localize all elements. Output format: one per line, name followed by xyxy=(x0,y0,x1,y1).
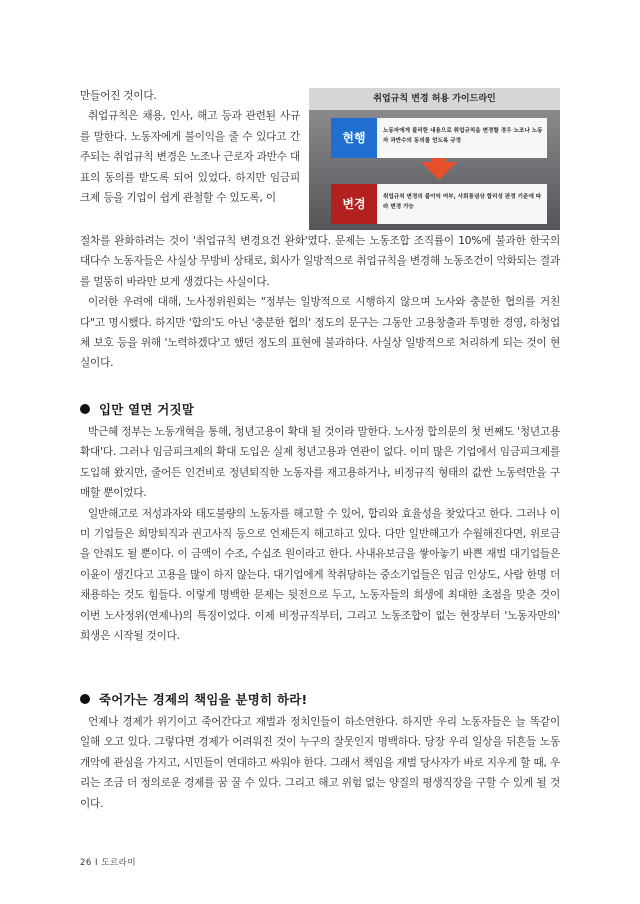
section-heading-economy xyxy=(80,690,307,708)
figure-current-box xyxy=(331,118,547,158)
figure-change-box xyxy=(331,184,547,224)
paragraph-general-dismissal: 일반해고로 저성과자와 태도불량의 노동자를 해고할 수 있어, 합리와 효율성을 찾았다고 한다. 그러나 이미 기업들은 희망퇴직과 권고사직 등으로 언제든지 해고하고 있다. 다만 일반해고가 수월해진다면, 위로금을 안줘도 될 뿐이다. 이 금액이 수조, 수십조 원이라고 한다. 사내유보금을 쌓아놓기 바쁜 재벌 대기업들은 이윤이 생긴다고 고용을 많이 하지 않는다. 대기업에게 착취당하는 중소기업들은 임금 인상도, 사람 한명 더 채용하는 것도 힘들다. 이렇게 명백한 문제는 뒷전으로 두고, 노동자들의 희생에 최대한 초점을 맞춘 것이 이번 노사정위(연제나)의 특징이었다. 이제 비정규직부터, 그리고 노동조합이 없는 현장부터 '노동자만의' 희생은 시작될 것이다. xyxy=(80,507,560,643)
bullet-icon xyxy=(80,694,90,704)
down-arrow-icon xyxy=(421,162,457,180)
paragraph-youth-employment: 박근혜 정부는 노동개혁을 통해, 청년고용이 확대 될 것이라 말한다. 노사정 합의문의 첫 번째도 '청년고용확대'다. 그러나 임금피크제의 확대 도입은 실제 청년고용과 연관이 없다. 이미 많은 기업에서 임금피크제를 도입해 왔지만, 줄어든 인건비로 정년퇴직한 노동자를 재고용하거나, 비정규직 형태의 값싼 노동력만을 구매할 뿐이었다. xyxy=(80,426,560,500)
section-lies-body xyxy=(80,422,560,646)
paragraph-fragment: 만들어진 것이다. xyxy=(80,90,157,102)
current-text: 노동자에게 불리한 내용으로 취업규칙을 변경할 경우 노조나 노동자 과반수의 동의를 얻도록 규정 xyxy=(383,128,543,144)
change-text: 취업규칙 변경의 불이익 여부, 사회통념상 합리성 판정 기준에 따라 변경 가능 xyxy=(383,194,542,210)
page-footer: 26 I 도르라미 xyxy=(80,858,137,868)
section-heading-lies xyxy=(80,400,194,418)
paragraph-economy-responsibility: 언제나 경제가 위기이고 죽어간다고 재벌과 정치인들이 하소연한다. 하지만 우리 노동자들은 늘 똑같이 일해 오고 있다. 그렇다면 경제가 어려워진 것이 누구의 잘못인지 명백하다. 당장 우리 일상을 뒤흔들 노동개악에 관심을 가지고, 시민들이 연대하고 싸워야 한다. 그래서 책임을 재벌 당사자가 바로 지우게 할 때, 우리는 조금 더 정의로운 경제를 꿈 꿀 수 있다. 그리고 해고 위험 없는 양질의 평생직장을 구할 수 있게 될 것이다. xyxy=(80,716,560,810)
left-column-text xyxy=(80,86,300,208)
section-heading-text: 입만 열면 거짓말 xyxy=(99,402,195,417)
section-heading-text: 죽어가는 경제의 책임을 분명히 하라! xyxy=(99,692,308,707)
paragraph-continued: 절차를 완화하려는 것이 '취업규칙 변경요건 완화'였다. 문제는 노동조합 조직률이 10%에 불과한 한국의 대다수 노동자들은 사실상 무방비 상태로, 회사가 일방적으로 취업규칙을 변경해 노동조건이 악화되는 결과를 멀뚱히 바라만 보게 생겼다는 사실이다. xyxy=(80,235,560,288)
paragraph-concern: 이러한 우려에 대해, 노사정위원회는 "정부는 일방적으로 시행하지 않으며 노사와 충분한 협의를 거친다"고 명시했다. 하지만 '합의'도 아닌 '충분한 협의' 정도의 문구는 그동안 고용창출과 투명한 경영, 하청업체 보호 등을 위해 '노력하겠다'고 했던 정도의 표현에 불과하다. 사실상 일방적으로 처리하게 되는 것이 현실이다. xyxy=(80,296,560,370)
current-tag: 현행 xyxy=(331,118,377,158)
paragraph-rules-definition: 취업규칙은 채용, 인사, 해고 등과 관련된 사규를 말한다. 노동자에게 불이익을 줄 수 있다고 간주되는 취업규칙 변경은 노조나 근로자 과반수 대표의 동의를 받도록 되어 있었다. 하지만 임금피크제 등을 기업이 쉽게 관철할 수 있도록, 이 xyxy=(80,110,300,205)
guideline-figure xyxy=(309,88,560,230)
bullet-icon xyxy=(80,404,90,414)
continued-text xyxy=(80,231,560,374)
section-economy-body xyxy=(80,712,560,814)
change-tag: 변경 xyxy=(331,184,377,224)
figure-title: 취업규칙 변경 허용 가이드라인 xyxy=(309,88,560,110)
